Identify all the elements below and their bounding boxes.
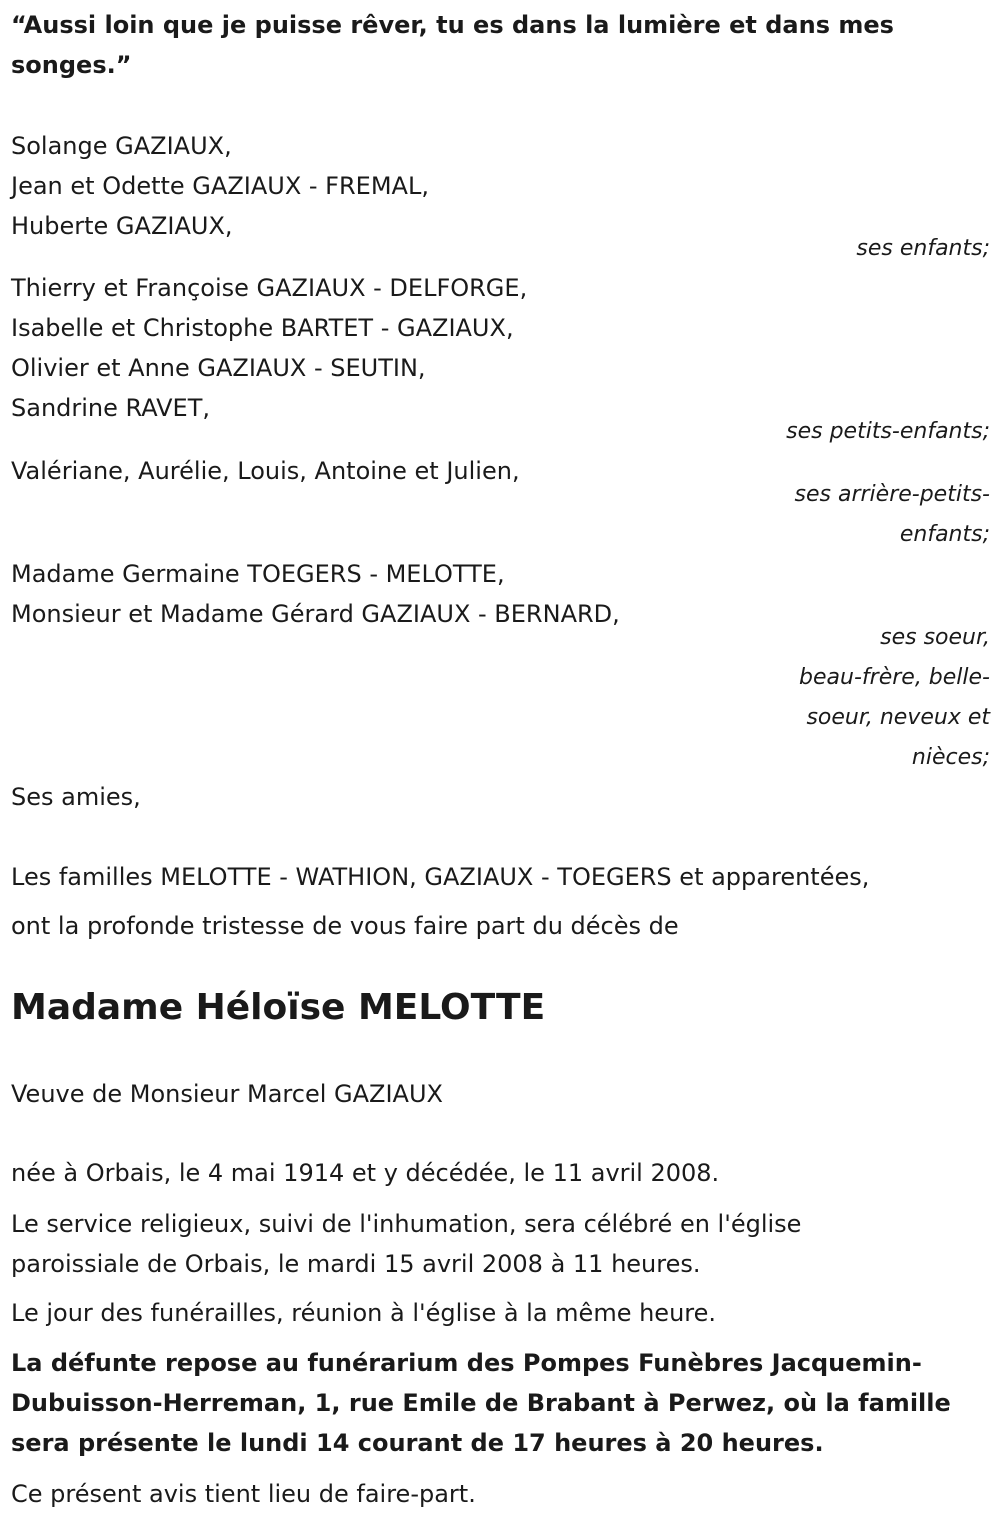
relation-label-great-grandchildren: ses arrière-petits- <box>794 482 990 507</box>
funerarium-line-2: Dubuisson-Herreman, 1, rue Emile de Brabant à Perwez, où la famille <box>11 1389 951 1417</box>
relation-label-children: ses enfants; <box>856 236 990 261</box>
great-grandchildren-names: Valériane, Aurélie, Louis, Antoine et Julien, <box>11 457 520 485</box>
grandchild-name: Isabelle et Christophe BARTET - GAZIAUX, <box>11 314 514 342</box>
sibling-name: Monsieur et Madame Gérard GAZIAUX - BERNARD, <box>11 600 620 628</box>
grandchild-name: Olivier et Anne GAZIAUX - SEUTIN, <box>11 354 426 382</box>
service-line-1: Le service religieux, suivi de l'inhumation, sera célébré en l'église <box>11 1210 802 1238</box>
friends-line: Ses amies, <box>11 783 141 811</box>
quote-line-1: “Aussi loin que je puisse rêver, tu es dans la lumière et dans mes <box>11 11 894 39</box>
deceased-name: Madame Héloïse MELOTTE <box>11 987 546 1028</box>
relation-label-great-grandchildren: enfants; <box>899 522 990 547</box>
relation-label-siblings: beau-frère, belle- <box>799 665 990 690</box>
families-line: Les familles MELOTTE - WATHION, GAZIAUX - TOEGERS et apparentées, <box>11 863 870 891</box>
funerarium-line-3: sera présente le lundi 14 courant de 17 heures à 20 heures. <box>11 1429 824 1457</box>
quote-line-2: songes.” <box>11 51 132 79</box>
child-name: Jean et Odette GAZIAUX - FREMAL, <box>11 172 429 200</box>
relation-label-siblings: nièces; <box>911 745 990 770</box>
child-name: Huberte GAZIAUX, <box>11 212 233 240</box>
birth-death-line: née à Orbais, le 4 mai 1914 et y décédée, le 11 avril 2008. <box>11 1159 720 1187</box>
relation-label-siblings: soeur, neveux et <box>806 705 990 730</box>
sibling-name: Madame Germaine TOEGERS - MELOTTE, <box>11 560 505 588</box>
child-name: Solange GAZIAUX, <box>11 132 232 160</box>
relation-label-siblings: ses soeur, <box>880 625 990 650</box>
meeting-line: Le jour des funérailles, réunion à l'église à la même heure. <box>11 1299 717 1327</box>
funerarium-line-1: La défunte repose au funérarium des Pompes Funèbres Jacquemin- <box>11 1349 922 1377</box>
announcement-line: ont la profonde tristesse de vous faire part du décès de <box>11 912 679 940</box>
widow-of-line: Veuve de Monsieur Marcel GAZIAUX <box>11 1080 443 1108</box>
service-line-2: paroissiale de Orbais, le mardi 15 avril 2008 à 11 heures. <box>11 1250 701 1278</box>
closing-line: Ce présent avis tient lieu de faire-part. <box>11 1480 476 1508</box>
grandchild-name: Sandrine RAVET, <box>11 394 210 422</box>
relation-label-grandchildren: ses petits-enfants; <box>786 419 990 444</box>
grandchild-name: Thierry et Françoise GAZIAUX - DELFORGE, <box>11 274 528 302</box>
